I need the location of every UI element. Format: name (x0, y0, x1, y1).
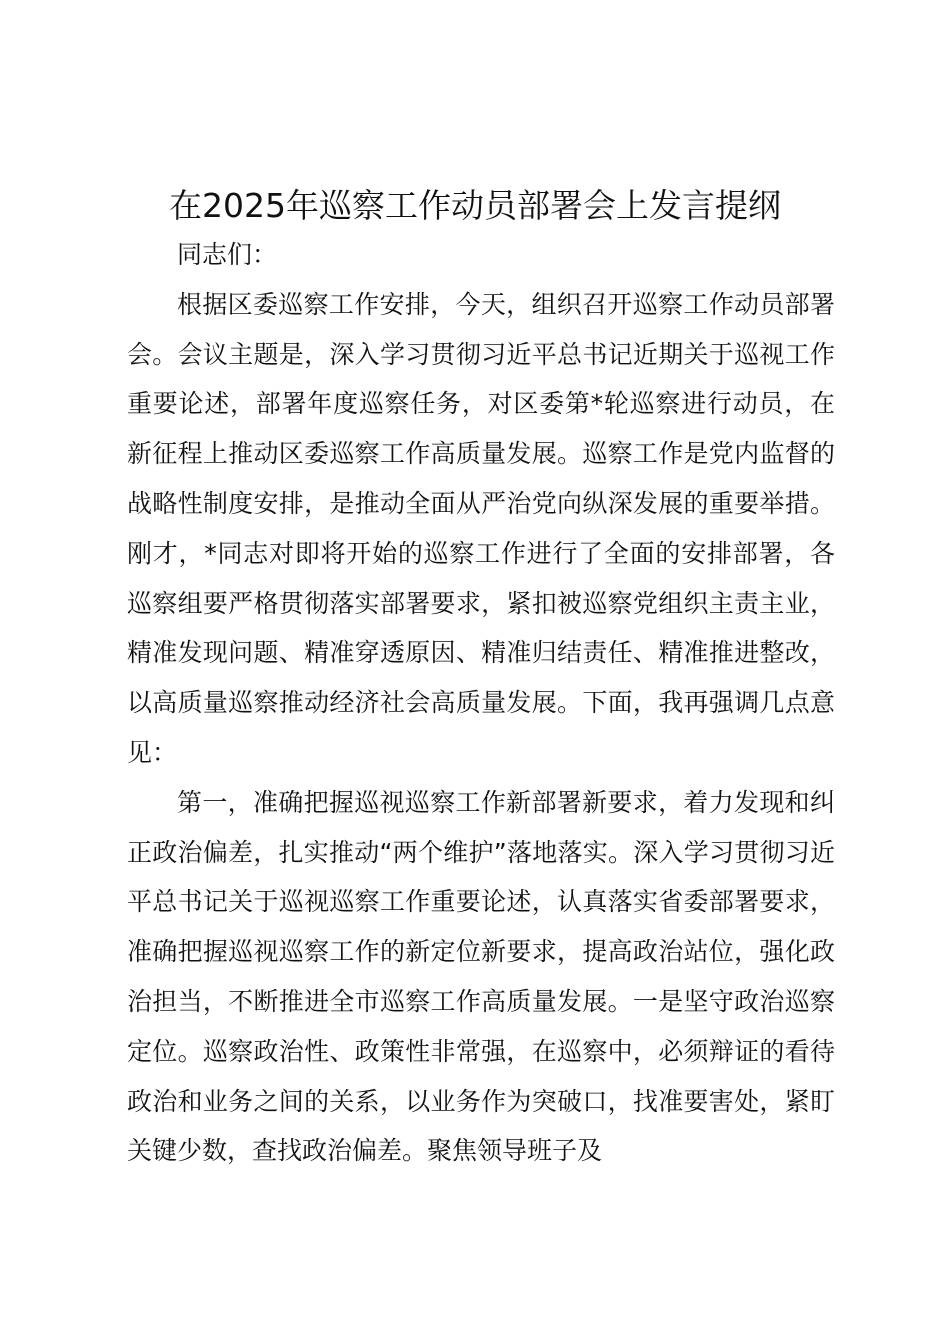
document-body (127, 230, 835, 1176)
paragraph-2: 第一，准确把握巡视巡察工作新部署新要求，着力发现和纠正政治偏差，扎实推动“两个维护”落地落实。深入学习贯彻习近平总书记关于巡视巡察工作重要论述，认真落实省委部署要求，准确把握巡视巡察工作的新定位新要求，提高政治站位，强化政治担当，不断推进全市巡察工作高质量发展。一是坚守政治巡察定位。巡察政治性、政策性非常强，在巡察中，必须辩证的看待政治和业务之间的关系，以业务作为突破口，找准要害处，紧盯关键少数，查找政治偏差。聚焦领导班子及 (127, 787, 835, 1166)
document-title: 在2025年巡察工作动员部署会上发言提纲 (169, 186, 781, 225)
greeting-line: 同志们： (177, 240, 278, 269)
paragraph-1: 根据区委巡察工作安排，今天，组织召开巡察工作动员部署会。会议主题是，深入学习贯彻习近平总书记近期关于巡视工作重要论述，部署年度巡察任务，对区委第*轮巡察进行动员，在新征程上推动区委巡察工作高质量发展。巡察工作是党内监督的战略性制度安排，是推动全面从严治党向纵深发展的重要举措。刚才，*同志对即将开始的巡察工作进行了全面的安排部署，各巡察组要严格贯彻落实部署要求，紧扣被巡察党组织主责主业，精准发现问题、精准穿透原因、精准归结责任、精准推进整改，以高质量巡察推动经济社会高质量发展。下面，我再强调几点意见： (127, 289, 835, 767)
